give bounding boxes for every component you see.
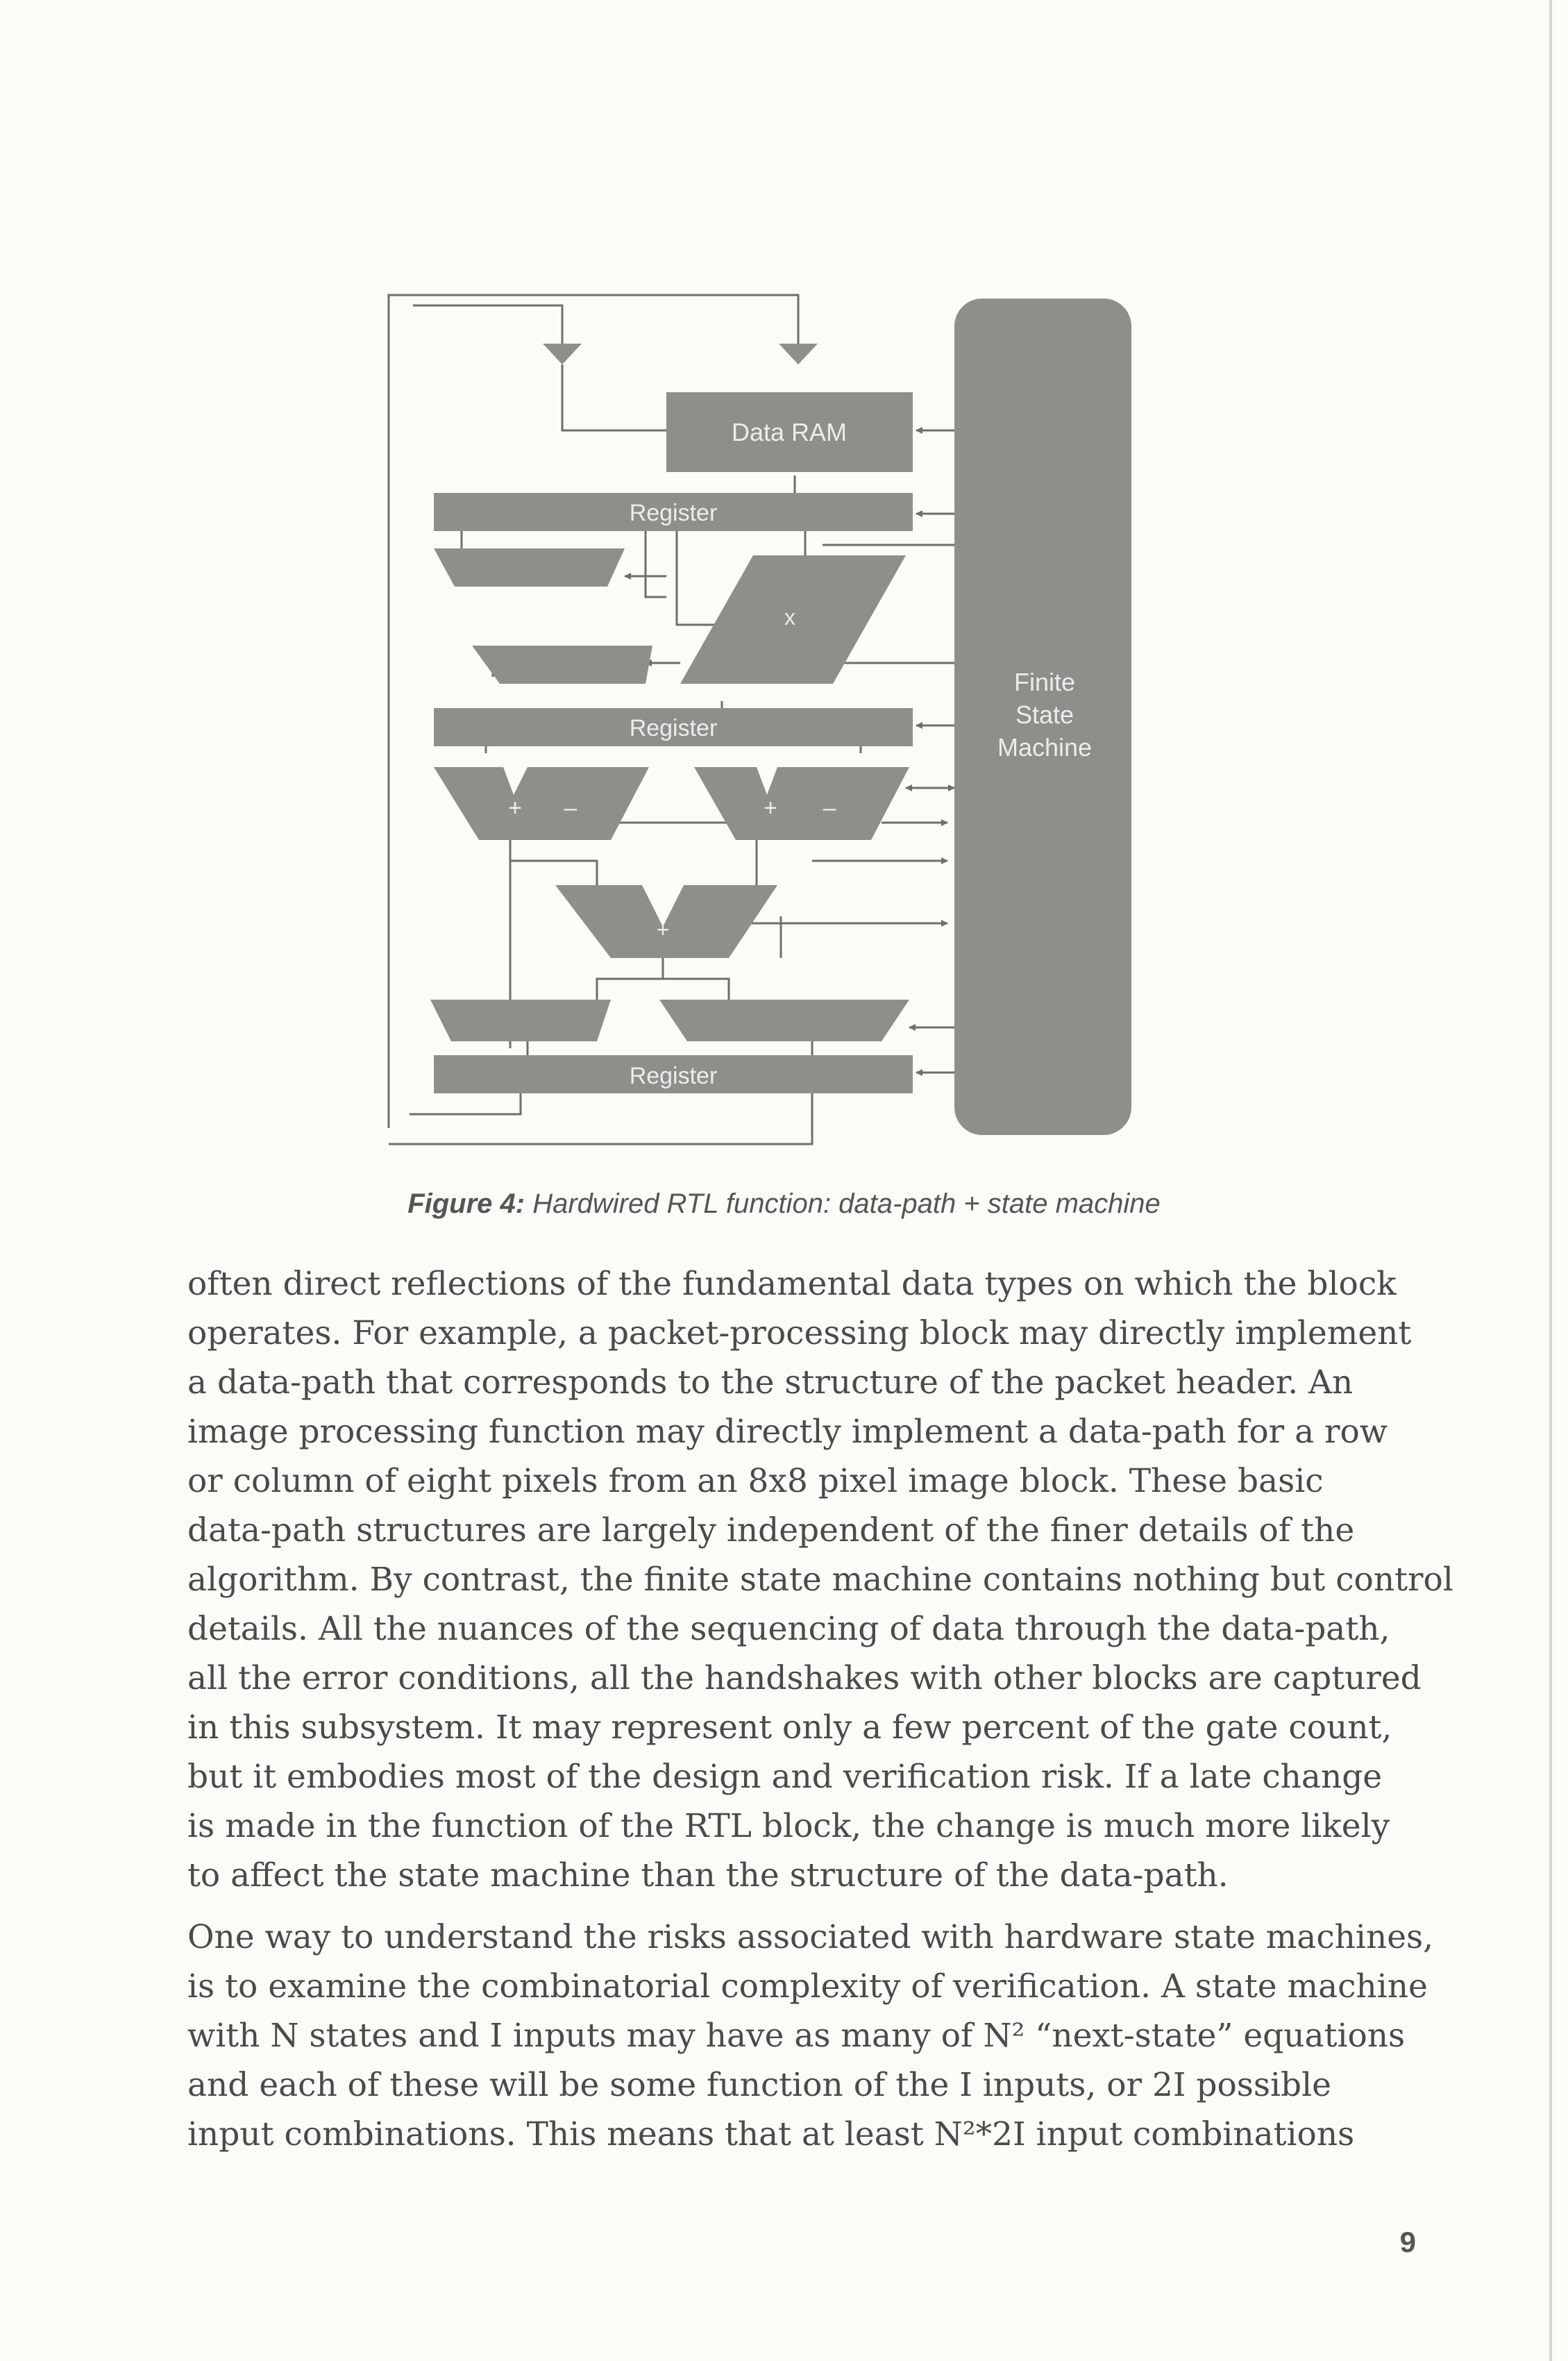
datapath-figure	[0, 0, 1568, 1180]
paragraph-line: operates. For example, a packet-processing block may directly implement	[187, 1314, 1412, 1352]
page-number: 9	[1399, 2226, 1416, 2258]
paragraph-line: details. All the nuances of the sequencing of data through the data-path,	[187, 1610, 1390, 1648]
arrow-down-right	[779, 344, 818, 364]
paragraph-line: often direct reflections of the fundamental data types on which the block	[187, 1265, 1397, 1303]
alu-left-plus: +	[508, 795, 522, 821]
paragraph-line: but it embodies most of the design and verification risk. If a late change	[187, 1758, 1383, 1796]
figure-caption	[0, 1188, 1568, 1220]
data-ram-label: Data RAM	[731, 418, 848, 446]
adder-plus: +	[656, 917, 670, 942]
paragraph-line: is made in the function of the RTL block, the change is much more likely	[187, 1807, 1390, 1845]
mux-upper-left	[434, 548, 625, 587]
mux-bottom-right	[659, 1000, 909, 1041]
body-paragraph-2	[187, 1913, 1434, 2159]
paragraph-line: input combinations. This means that at least N²*2I input combinations	[187, 2115, 1355, 2153]
register-bottom-label: Register	[629, 1063, 718, 1089]
paragraph-line: a data-path that corresponds to the structure of the packet header. An	[187, 1363, 1354, 1402]
paragraph-line: data-path structures are largely independent of the finer details of the	[187, 1511, 1355, 1549]
register-top-label: Register	[629, 500, 718, 526]
paragraph-line: One way to understand the risks associated with hardware state machines,	[187, 1918, 1434, 1956]
figure-caption-text: Hardwired RTL function: data-path + state machine	[525, 1188, 1161, 1219]
alu-right-plus: +	[764, 795, 777, 821]
paragraph-line: algorithm. By contrast, the finite state machine contains nothing but control	[187, 1561, 1453, 1599]
feedback-arrows	[543, 344, 818, 364]
paragraph-line: image processing function may directly implement a data-path for a row	[187, 1413, 1388, 1451]
paragraph-line: with N states and I inputs may have as many of N² “next-state” equations	[187, 2017, 1406, 2055]
arrow-down-left	[543, 344, 582, 364]
alu-left-minus: –	[564, 795, 578, 821]
alu-right-minus: –	[823, 795, 836, 821]
paragraph-line: or column of eight pixels from an 8x8 pixel image block. These basic	[187, 1462, 1324, 1500]
paragraph-line: in this subsystem. It may represent only a few percent of the gate count,	[187, 1708, 1392, 1747]
alu-left	[434, 767, 649, 840]
mux-bottom-left	[430, 1000, 611, 1041]
fsm-label-line3: Machine	[997, 733, 1093, 762]
paragraph-line: all the error conditions, all the handshakes with other blocks are captured	[187, 1659, 1422, 1697]
fsm-label-line2: State	[1015, 700, 1074, 729]
paragraph-line: and each of these will be some function of the I inputs, or 2I possible	[187, 2066, 1331, 2104]
figure-caption-lead: Figure 4:	[407, 1188, 525, 1219]
mux-lower-left	[472, 646, 652, 684]
alu-right	[694, 767, 909, 840]
paragraph-line: is to examine the combinatorial complexity of verification. A state machine	[187, 1967, 1428, 2006]
body-paragraph-1	[187, 1259, 1453, 1900]
register-middle-label: Register	[629, 715, 718, 741]
multiply-label: x	[784, 605, 795, 630]
fsm-label-line1: Finite	[1013, 668, 1076, 696]
paragraph-line: to affect the state machine than the structure of the data-path.	[187, 1856, 1229, 1894]
